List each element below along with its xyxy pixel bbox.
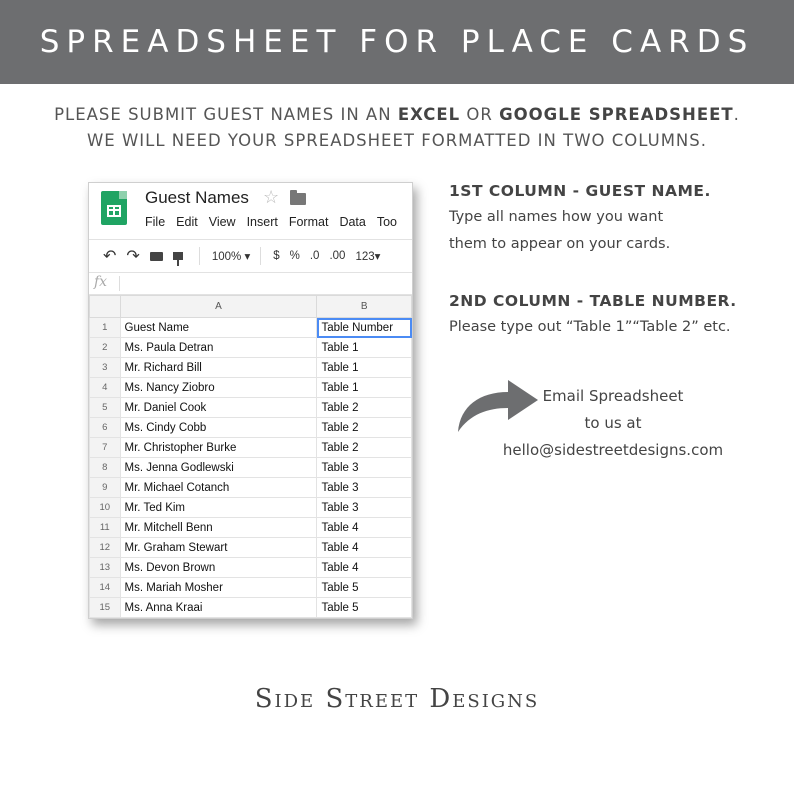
intro-line-2: WE WILL NEED YOUR SPREADSHEET FORMATTED IN TWO COLUMNS. xyxy=(86,131,707,150)
formula-divider xyxy=(119,276,120,291)
row-number[interactable]: 13 xyxy=(90,558,121,578)
table-number-cell[interactable]: Table 4 xyxy=(317,518,412,538)
table-number-cell[interactable]: Table 2 xyxy=(317,398,412,418)
guest-name-cell[interactable]: Guest Name xyxy=(120,318,317,338)
formula-bar[interactable] xyxy=(89,273,413,295)
row-number[interactable]: 6 xyxy=(90,418,121,438)
guest-name-cell[interactable]: Mr. Graham Stewart xyxy=(120,538,317,558)
more-formats-button[interactable] xyxy=(355,249,380,263)
undo-icon[interactable]: ↶ xyxy=(103,248,117,265)
table-number-cell[interactable]: Table 4 xyxy=(317,538,412,558)
table-row xyxy=(90,558,412,578)
increase-decimal-button[interactable]: .00 xyxy=(329,250,346,262)
sheet-grid xyxy=(89,295,412,618)
table-number-cell[interactable]: Table 3 xyxy=(317,478,412,498)
email-address[interactable]: hello@sidestreetdesigns.com xyxy=(502,441,724,459)
guest-name-cell[interactable]: Mr. Christopher Burke xyxy=(120,438,317,458)
column-header-a[interactable]: A xyxy=(120,296,317,318)
column-header-b[interactable]: B xyxy=(317,296,412,318)
column-1-line-1: Type all names how you want xyxy=(449,209,664,225)
star-icon[interactable]: ☆ xyxy=(263,187,280,207)
table-row xyxy=(90,378,412,398)
table-row xyxy=(90,338,412,358)
intro-excel: EXCEL xyxy=(397,105,461,124)
redo-icon[interactable]: ↷ xyxy=(126,248,140,265)
guest-name-cell[interactable]: Mr. Daniel Cook xyxy=(120,398,317,418)
menu-tools[interactable]: Too xyxy=(376,215,397,229)
table-row xyxy=(90,498,412,518)
guest-name-cell[interactable]: Mr. Michael Cotanch xyxy=(120,478,317,498)
menu-format[interactable]: Format xyxy=(288,215,329,229)
row-number[interactable]: 11 xyxy=(90,518,121,538)
folder-icon[interactable] xyxy=(290,193,306,205)
table-number-cell[interactable]: Table 1 xyxy=(317,378,412,398)
brand-logo-text: Side Street Designs xyxy=(254,684,540,714)
column-header-row xyxy=(90,296,412,318)
menu-insert[interactable]: Insert xyxy=(246,215,278,229)
intro-suffix: . xyxy=(733,105,740,124)
row-number[interactable]: 4 xyxy=(90,378,121,398)
print-icon[interactable] xyxy=(150,252,163,261)
row-number[interactable]: 7 xyxy=(90,438,121,458)
table-number-cell[interactable]: Table 2 xyxy=(317,438,412,458)
row-number[interactable]: 5 xyxy=(90,398,121,418)
table-row xyxy=(90,358,412,378)
menu-file[interactable]: File xyxy=(145,215,166,229)
intro-prefix: PLEASE SUBMIT GUEST NAMES IN AN xyxy=(54,105,398,124)
column-1-instructions xyxy=(449,182,711,258)
table-row xyxy=(90,598,412,618)
column-2-text: Please type out “Table 1”“Table 2” etc. xyxy=(449,319,731,335)
paint-format-icon[interactable] xyxy=(173,252,183,260)
table-row xyxy=(90,478,412,498)
decrease-decimal-button[interactable]: .0 xyxy=(309,250,320,262)
spreadsheet-screenshot xyxy=(88,182,413,619)
guest-name-cell[interactable]: Ms. Nancy Ziobro xyxy=(120,378,317,398)
row-number[interactable]: 8 xyxy=(90,458,121,478)
email-line-2: to us at xyxy=(584,414,642,432)
table-number-cell[interactable]: Table Number xyxy=(317,318,412,338)
intro-text xyxy=(0,102,794,154)
toolbar xyxy=(89,239,413,273)
guest-name-cell[interactable]: Ms. Paula Detran xyxy=(120,338,317,358)
menu-edit[interactable]: Edit xyxy=(176,215,198,229)
guest-name-cell[interactable]: Ms. Mariah Mosher xyxy=(120,578,317,598)
percent-button[interactable]: % xyxy=(289,250,300,262)
guest-name-cell[interactable]: Ms. Jenna Godlewski xyxy=(120,458,317,478)
table-row xyxy=(90,518,412,538)
corner-cell[interactable] xyxy=(90,296,121,318)
row-number[interactable]: 2 xyxy=(90,338,121,358)
table-number-cell[interactable]: Table 5 xyxy=(317,598,412,618)
guest-name-cell[interactable]: Ms. Devon Brown xyxy=(120,558,317,578)
table-number-cell[interactable]: Table 3 xyxy=(317,498,412,518)
table-number-cell[interactable]: Table 1 xyxy=(317,338,412,358)
currency-button[interactable]: $ xyxy=(273,250,280,262)
google-sheets-icon[interactable] xyxy=(101,191,127,225)
table-number-cell[interactable]: Table 4 xyxy=(317,558,412,578)
guest-name-cell[interactable]: Mr. Ted Kim xyxy=(120,498,317,518)
header-banner xyxy=(0,0,794,84)
guest-name-cell[interactable]: Ms. Anna Kraai xyxy=(120,598,317,618)
table-row xyxy=(90,438,412,458)
intro-line-1 xyxy=(0,102,794,128)
guest-name-cell[interactable]: Mr. Richard Bill xyxy=(120,358,317,378)
row-number[interactable]: 10 xyxy=(90,498,121,518)
zoom-select[interactable] xyxy=(212,249,250,263)
table-number-cell[interactable]: Table 2 xyxy=(317,418,412,438)
row-number[interactable]: 12 xyxy=(90,538,121,558)
table-number-cell[interactable]: Table 1 xyxy=(317,358,412,378)
toolbar-divider xyxy=(199,247,200,265)
table-row xyxy=(90,398,412,418)
column-1-line-2: them to appear on your cards. xyxy=(449,236,671,252)
format-label: 123 xyxy=(355,251,375,263)
table-number-cell[interactable]: Table 3 xyxy=(317,458,412,478)
column-2-instructions xyxy=(449,292,737,341)
chevron-down-icon: ▾ xyxy=(374,251,381,263)
toolbar-divider xyxy=(260,247,261,265)
row-number[interactable]: 1 xyxy=(90,318,121,338)
document-title[interactable]: Guest Names xyxy=(145,188,249,207)
guest-name-cell[interactable]: Mr. Mitchell Benn xyxy=(120,518,317,538)
table-number-cell[interactable]: Table 5 xyxy=(317,578,412,598)
email-line-1: Email Spreadsheet xyxy=(542,387,684,405)
fx-icon: fx xyxy=(94,274,108,290)
table-row xyxy=(90,538,412,558)
table-row xyxy=(90,458,412,478)
intro-or: OR xyxy=(460,105,500,124)
row-number[interactable]: 15 xyxy=(90,598,121,618)
table-row xyxy=(90,318,412,338)
intro-google: GOOGLE SPREADSHEET xyxy=(499,105,734,124)
row-number[interactable]: 9 xyxy=(90,478,121,498)
sheet-rows xyxy=(90,318,412,618)
email-instructions xyxy=(500,383,726,464)
menu-data[interactable]: Data xyxy=(339,215,366,229)
row-number[interactable]: 3 xyxy=(90,358,121,378)
menu-view[interactable]: View xyxy=(208,215,236,229)
guest-name-cell[interactable]: Ms. Cindy Cobb xyxy=(120,418,317,438)
table-row xyxy=(90,418,412,438)
column-1-heading: 1ST COLUMN - GUEST NAME. xyxy=(449,182,711,200)
chevron-down-icon: ▾ xyxy=(244,251,251,263)
column-2-heading: 2ND COLUMN - TABLE NUMBER. xyxy=(449,292,737,310)
zoom-value: 100% xyxy=(211,251,242,263)
menu-bar xyxy=(145,215,397,229)
table-row xyxy=(90,578,412,598)
column-1-text xyxy=(449,204,711,258)
row-number[interactable]: 14 xyxy=(90,578,121,598)
page-title: SPREADSHEET FOR PLACE CARDS xyxy=(39,24,755,60)
